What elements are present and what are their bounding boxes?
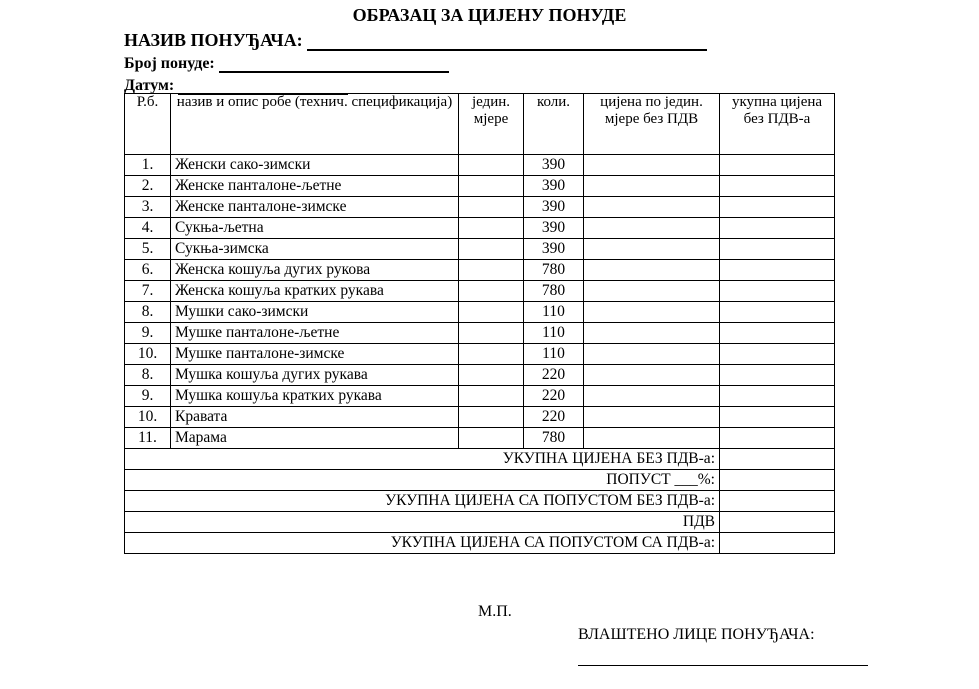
- row-number: 9.: [125, 323, 171, 344]
- col-header-unit-price: цијена по једин. мјере без ПДВ: [584, 94, 720, 155]
- vat-label: ПДВ: [125, 512, 720, 533]
- item-name: Женске панталоне-зимске: [171, 197, 459, 218]
- item-quantity: 390: [524, 218, 584, 239]
- total-without-vat-label: УКУПНА ЦИЈЕНА БЕЗ ПДВ-а:: [125, 449, 720, 470]
- item-total-price: [720, 176, 835, 197]
- total-with-discount-value: [720, 491, 835, 512]
- item-unit: [459, 260, 524, 281]
- item-total-price: [720, 386, 835, 407]
- col-header-name: назив и опис робе (технич. спецификација): [171, 94, 459, 155]
- item-name: Женске панталоне-љетне: [171, 176, 459, 197]
- total-without-vat-value: [720, 449, 835, 470]
- summary-row: [125, 533, 835, 554]
- col-header-qty: коли.: [524, 94, 584, 155]
- item-name: Мушка кошуља дугих рукава: [171, 365, 459, 386]
- item-name: Мушке панталоне-зимске: [171, 344, 459, 365]
- price-offer-table: [124, 93, 835, 554]
- item-quantity: 220: [524, 386, 584, 407]
- item-name: Женска кошуља дугих рукова: [171, 260, 459, 281]
- row-number: 10.: [125, 407, 171, 428]
- vat-value: [720, 512, 835, 533]
- table-row: [125, 386, 835, 407]
- item-unit-price: [584, 218, 720, 239]
- item-unit-price: [584, 155, 720, 176]
- item-name: Женска кошуља кратких рукава: [171, 281, 459, 302]
- item-name: Марама: [171, 428, 459, 449]
- item-total-price: [720, 344, 835, 365]
- item-quantity: 220: [524, 407, 584, 428]
- discount-value: [720, 470, 835, 491]
- item-quantity: 220: [524, 365, 584, 386]
- row-number: 6.: [125, 260, 171, 281]
- table-row: [125, 344, 835, 365]
- signature-line: [578, 665, 868, 666]
- row-number: 2.: [125, 176, 171, 197]
- discount-label: ПОПУСТ ___%:: [125, 470, 720, 491]
- item-total-price: [720, 323, 835, 344]
- item-unit: [459, 197, 524, 218]
- item-unit: [459, 407, 524, 428]
- item-quantity: 390: [524, 176, 584, 197]
- item-total-price: [720, 218, 835, 239]
- item-unit-price: [584, 239, 720, 260]
- item-unit: [459, 281, 524, 302]
- item-name: Сукња-љетна: [171, 218, 459, 239]
- summary-row: [125, 512, 835, 533]
- authorized-person-label: ВЛАШТЕНО ЛИЦЕ ПОНУЂАЧА:: [578, 626, 815, 643]
- item-name: Мушке панталоне-љетне: [171, 323, 459, 344]
- item-total-price: [720, 365, 835, 386]
- item-total-price: [720, 239, 835, 260]
- bidder-name-label: НАЗИВ ПОНУЂАЧА:: [124, 30, 303, 50]
- item-quantity: 780: [524, 281, 584, 302]
- item-unit-price: [584, 386, 720, 407]
- item-total-price: [720, 428, 835, 449]
- table-row: [125, 302, 835, 323]
- row-number: 7.: [125, 281, 171, 302]
- table-row: [125, 407, 835, 428]
- item-name: Мушка кошуља кратких рукава: [171, 386, 459, 407]
- row-number: 1.: [125, 155, 171, 176]
- item-unit-price: [584, 260, 720, 281]
- item-unit: [459, 365, 524, 386]
- item-unit: [459, 302, 524, 323]
- row-number: 5.: [125, 239, 171, 260]
- item-unit-price: [584, 428, 720, 449]
- item-unit-price: [584, 176, 720, 197]
- item-unit: [459, 155, 524, 176]
- offer-number-label: Број понуде:: [124, 55, 215, 72]
- item-unit: [459, 176, 524, 197]
- row-number: 8.: [125, 365, 171, 386]
- item-unit-price: [584, 302, 720, 323]
- item-unit: [459, 386, 524, 407]
- summary-row: [125, 449, 835, 470]
- table-row: [125, 239, 835, 260]
- table-row: [125, 197, 835, 218]
- date-label: Датум:: [124, 77, 175, 94]
- bidder-name-field: [124, 30, 707, 51]
- offer-number-field: [124, 55, 449, 73]
- item-total-price: [720, 302, 835, 323]
- summary-row: [125, 470, 835, 491]
- total-with-vat-value: [720, 533, 835, 554]
- row-number: 9.: [125, 386, 171, 407]
- col-header-total-price: укупна цијена без ПДВ-а: [720, 94, 835, 155]
- row-number: 11.: [125, 428, 171, 449]
- col-header-no: Р.б.: [125, 94, 171, 155]
- table-row: [125, 428, 835, 449]
- item-unit: [459, 428, 524, 449]
- item-quantity: 780: [524, 428, 584, 449]
- table-row: [125, 365, 835, 386]
- item-quantity: 390: [524, 239, 584, 260]
- document-title: ОБРАЗАЦ ЗА ЦИЈЕНУ ПОНУДЕ: [352, 5, 627, 25]
- row-number: 4.: [125, 218, 171, 239]
- bidder-name-blank: [307, 33, 707, 51]
- row-number: 3.: [125, 197, 171, 218]
- item-quantity: 110: [524, 323, 584, 344]
- table-row: [125, 176, 835, 197]
- item-unit-price: [584, 197, 720, 218]
- item-name: Мушки сако-зимски: [171, 302, 459, 323]
- item-quantity: 390: [524, 155, 584, 176]
- item-total-price: [720, 260, 835, 281]
- item-total-price: [720, 407, 835, 428]
- item-unit-price: [584, 365, 720, 386]
- table-row: [125, 281, 835, 302]
- item-name: Кравата: [171, 407, 459, 428]
- row-number: 10.: [125, 344, 171, 365]
- table-row: [125, 218, 835, 239]
- item-unit-price: [584, 323, 720, 344]
- item-name: Женски сако-зимски: [171, 155, 459, 176]
- item-total-price: [720, 197, 835, 218]
- item-total-price: [720, 281, 835, 302]
- item-total-price: [720, 155, 835, 176]
- item-quantity: 110: [524, 302, 584, 323]
- offer-number-blank: [219, 55, 449, 73]
- item-quantity: 110: [524, 344, 584, 365]
- summary-section: [125, 449, 835, 554]
- item-name: Сукња-зимска: [171, 239, 459, 260]
- item-quantity: 390: [524, 197, 584, 218]
- item-unit-price: [584, 407, 720, 428]
- table-header-row: [125, 94, 835, 155]
- table-row: [125, 155, 835, 176]
- item-unit: [459, 344, 524, 365]
- item-unit-price: [584, 344, 720, 365]
- summary-row: [125, 491, 835, 512]
- row-number: 8.: [125, 302, 171, 323]
- item-quantity: 780: [524, 260, 584, 281]
- table-row: [125, 260, 835, 281]
- total-with-discount-label: УКУПНА ЦИЈЕНА СА ПОПУСТОМ БЕЗ ПДВ-а:: [125, 491, 720, 512]
- item-unit: [459, 218, 524, 239]
- item-unit: [459, 239, 524, 260]
- total-with-vat-label: УКУПНА ЦИЈЕНА СА ПОПУСТОМ СА ПДВ-а:: [125, 533, 720, 554]
- item-unit-price: [584, 281, 720, 302]
- col-header-unit: једин. мјере: [459, 94, 524, 155]
- item-unit: [459, 323, 524, 344]
- stamp-label: М.П.: [478, 603, 512, 620]
- table-row: [125, 323, 835, 344]
